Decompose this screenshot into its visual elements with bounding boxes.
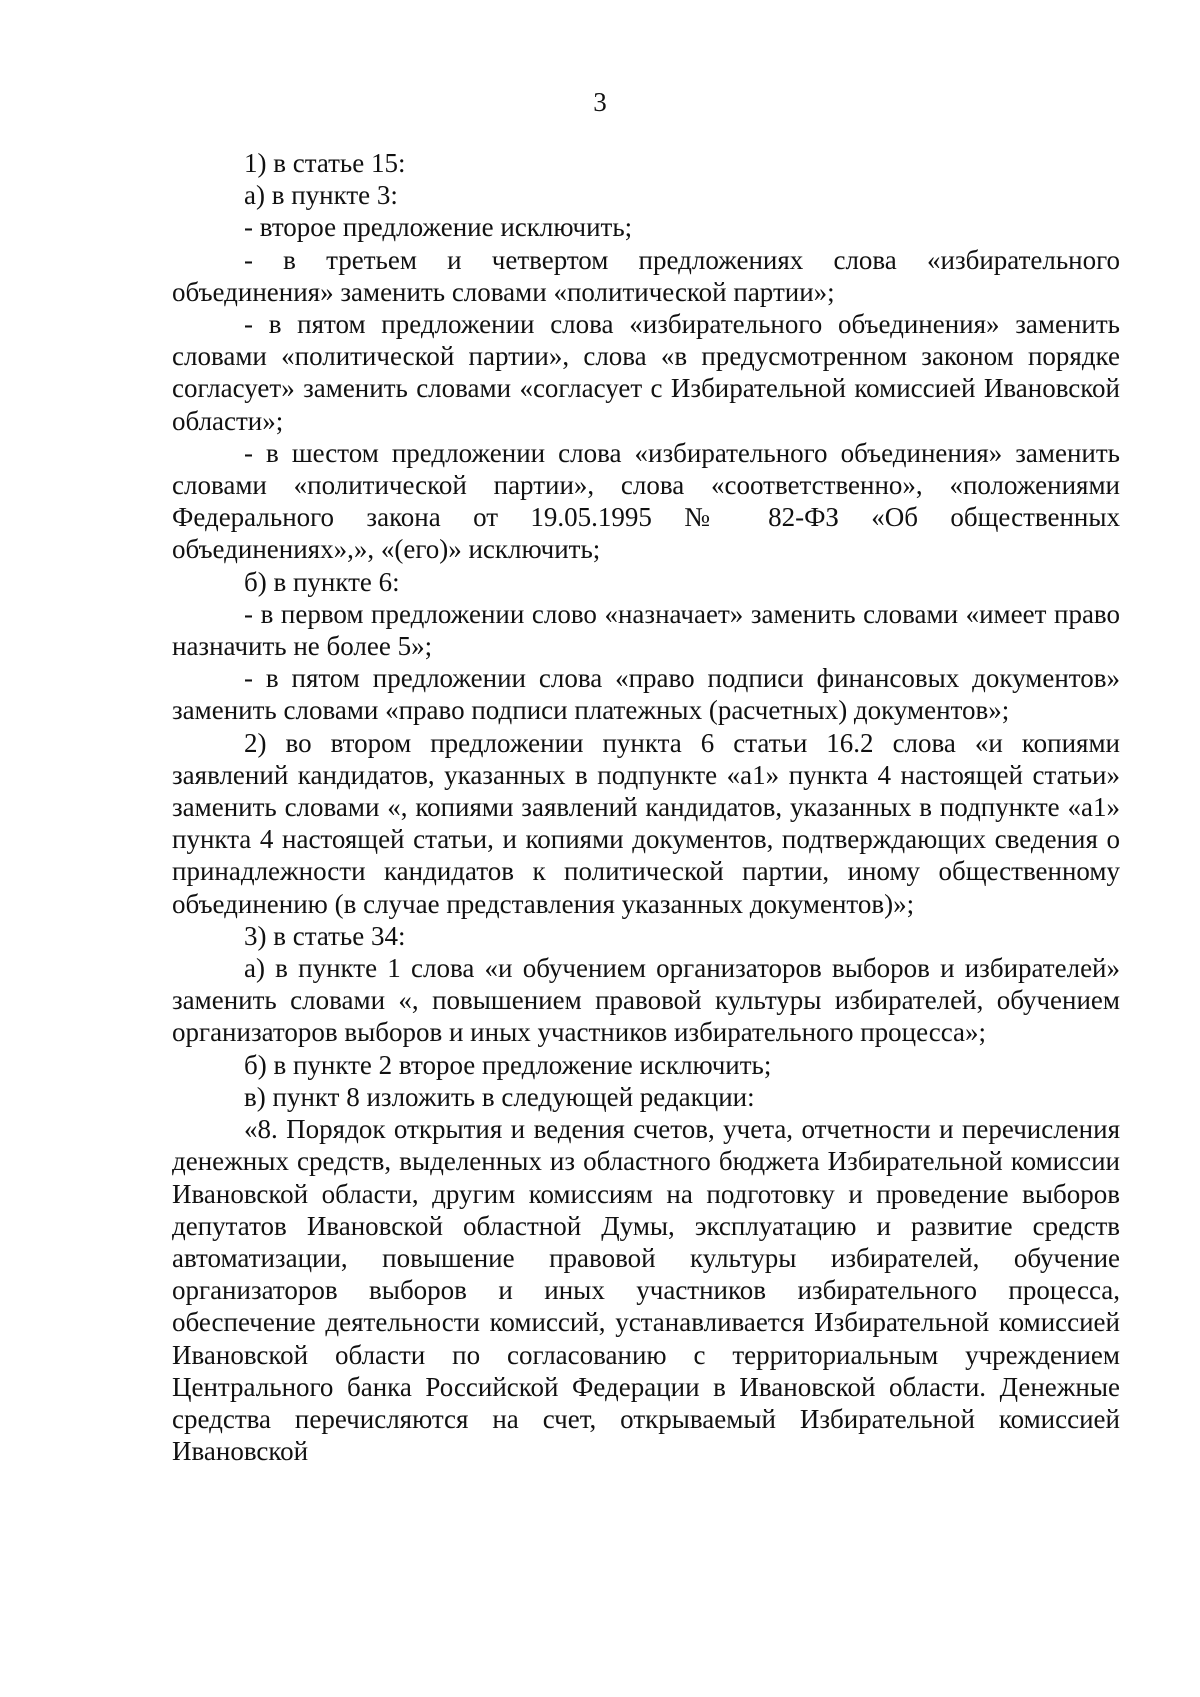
paragraph-7: б) в пункте 6: xyxy=(244,566,400,597)
page-number: 3 xyxy=(593,87,607,117)
paragraph-3: - второе предложение исключить; xyxy=(244,212,633,243)
document-body xyxy=(172,147,1120,1467)
paragraph-4: - в третьем и четвертом предложениях слова «избирательного объединения» заменить словами «политической партии»; xyxy=(172,244,1120,307)
paragraph-8: - в первом предложении слово «назначает» заменить словами «имеет право назначить не более 5»; xyxy=(172,598,1120,662)
paragraph-1: 1) в статье 15: xyxy=(244,148,406,178)
paragraph-13: б) в пункте 2 второе предложение исключить; xyxy=(244,1049,772,1080)
paragraph-5: - в пятом предложении слова «избирательного объединения» заменить словами «политической партии», слова «в предусмотренном законом порядке согласует» заменить словами «согласует с Избирательной комиссией Ивановской области»; xyxy=(172,309,1120,436)
paragraph-10: 2) во втором предложении пункта 6 статьи 16.2 слова «и копиями заявлений кандидатов, указанных в подпункте «а1» пункта 4 настоящей статьи» заменить словами «, копиями заявлений кандидатов, указанных в подпункте «а1» пункта 4 настоящей статьи, и копиями документов, подтверждающих сведения о принадлежности кандидатов к политической партии, иному общественному объединению (в случае представления указанных документов)»; xyxy=(172,727,1120,919)
paragraph-2: а) в пункте 3: xyxy=(244,180,398,211)
paragraph-15: «8. Порядок открытия и ведения счетов, учета, отчетности и перечисления денежных средств, выделенных из областного бюджета Избирательной комиссии Ивановской области, другим комиссиям на подготовку и проведение выборов депутатов Ивановской областной Думы, эксплуатацию и развитие средств автоматизации, повышение правовой культуры избирателей, обучение организаторов выборов и иных участников избирательного процесса, обеспечение деятельности комиссий, устанавливается Избирательной комиссией Ивановской области по согласованию с территориальным учреждением Центрального банка Российской Федерации в Ивановской области. Денежные средства перечисляются на счет, открываемый Избирательной комиссией Ивановской xyxy=(172,1114,1120,1467)
paragraph-14: в) пункт 8 изложить в следующей редакции: xyxy=(244,1081,755,1112)
paragraph-6: - в шестом предложении слова «избирательного объединения» заменить словами «политической партии», слова «соответственно», «положениями Федерального закона от 19.05.1995 № 82-ФЗ «Об общественных объединениях»,», «(его)» исключить; xyxy=(172,437,1120,565)
paragraph-11: 3) в статье 34: xyxy=(244,920,406,951)
paragraph-12: а) в пункте 1 слова «и обучением организаторов выборов и избирателей» заменить словами «, повышением правовой культуры избирателей, обучением организаторов выборов и иных участников избирательного процесса»; xyxy=(172,953,1120,1048)
paragraph-9: - в пятом предложении слова «право подписи финансовых документов» заменить словами «право подписи платежных (расчетных) документов»; xyxy=(172,663,1120,726)
